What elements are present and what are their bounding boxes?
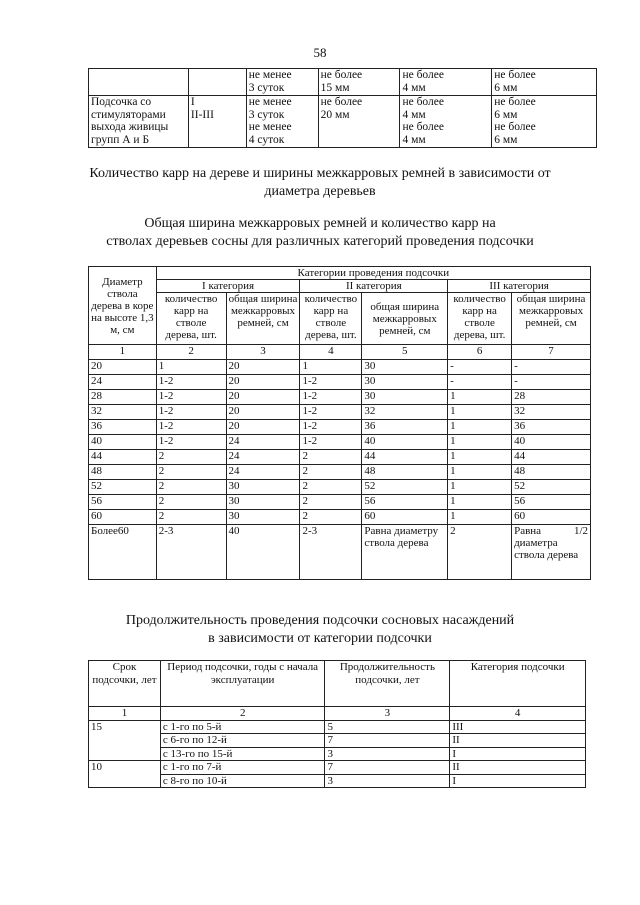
- tapping-duration-table: [88, 660, 586, 788]
- cell: 1-2: [300, 390, 362, 405]
- table-row: [89, 69, 597, 96]
- width-header: общая ширина межкарровых ремней, см: [362, 293, 448, 345]
- table-row: [89, 510, 591, 525]
- section-title: [0, 165, 640, 201]
- cell: -: [512, 375, 591, 390]
- cell: [512, 525, 591, 580]
- cell-line: не более: [402, 69, 444, 81]
- cell: 1-2: [300, 405, 362, 420]
- table-row: [89, 734, 586, 748]
- cell-line: групп А и Б: [91, 133, 150, 146]
- cell: 44: [512, 450, 591, 465]
- time-cell: [246, 69, 318, 96]
- cell: 1: [448, 405, 512, 420]
- cell: 52: [89, 480, 157, 495]
- cell: 24: [226, 435, 300, 450]
- cell: 2: [156, 510, 226, 525]
- cell-line: II-III: [190, 108, 214, 121]
- cell: 2: [156, 450, 226, 465]
- column-number: 6: [448, 345, 512, 360]
- tapping-conditions-table: [88, 68, 597, 148]
- cell-line: 4 суток: [248, 133, 285, 146]
- cell: 1-2: [156, 375, 226, 390]
- column-number: 3: [325, 707, 450, 721]
- cell: 2: [156, 480, 226, 495]
- cell: 1-2: [156, 435, 226, 450]
- table-row: [89, 480, 591, 495]
- depth-cell: [318, 69, 400, 96]
- table3-title: [0, 612, 640, 648]
- table-row: [89, 761, 586, 775]
- title-line: стволах деревьев сосны для различных категорий проведения подсочки: [106, 234, 534, 249]
- cell-line: не более: [494, 121, 536, 133]
- cell: -: [512, 360, 591, 375]
- cell-line: 4 мм: [402, 81, 426, 94]
- category-2-header: II категория: [300, 280, 448, 293]
- cell: 7: [325, 734, 450, 748]
- column-number: 1: [89, 345, 157, 360]
- belt-cell: [492, 96, 597, 148]
- cell: 20: [226, 375, 300, 390]
- duration-header: Продолжительность подсочки, лет: [325, 661, 450, 707]
- cell-line: не менее: [248, 121, 292, 133]
- cell: 40: [226, 525, 300, 580]
- cell: II: [450, 761, 586, 775]
- table-row: [89, 360, 591, 375]
- cell: 60: [512, 510, 591, 525]
- table-row: [89, 465, 591, 480]
- cell: 30: [226, 480, 300, 495]
- cell: -: [448, 360, 512, 375]
- cell: 20: [226, 390, 300, 405]
- width-cell: [400, 96, 492, 148]
- method-cell: [89, 69, 189, 96]
- cell: 1: [300, 360, 362, 375]
- cell: с 6-го по 12-й: [160, 734, 325, 748]
- cell-line: 4 мм: [402, 108, 426, 121]
- cell: 1: [448, 510, 512, 525]
- cell: 3: [325, 774, 450, 788]
- cell: 2: [300, 480, 362, 495]
- column-number-row: [89, 345, 591, 360]
- cell-line: 6 мм: [494, 133, 518, 146]
- column-number: 4: [300, 345, 362, 360]
- table-row: [89, 525, 591, 580]
- table-row: [89, 450, 591, 465]
- column-number: 7: [512, 345, 591, 360]
- cell-line: не более: [320, 96, 363, 108]
- count-header: количество карр на стволе дерева, шт.: [448, 293, 512, 345]
- cell: 3: [325, 747, 450, 761]
- category-cell: [188, 69, 246, 96]
- cell: 30: [362, 375, 448, 390]
- cell: 1: [448, 450, 512, 465]
- cell: 20: [226, 360, 300, 375]
- cell: Равна диаметру ствола дерева: [362, 525, 448, 580]
- cell: 20: [89, 360, 157, 375]
- cell-line: не более: [320, 69, 363, 81]
- cell: 1-2: [300, 375, 362, 390]
- column-number-row: [89, 707, 586, 721]
- cell: 32: [512, 405, 591, 420]
- cell-line: 4 мм: [402, 133, 426, 146]
- cell: 48: [512, 465, 591, 480]
- cell: 2-3: [156, 525, 226, 580]
- cell: Более60: [89, 525, 157, 580]
- cell: 1: [448, 390, 512, 405]
- table2-title: [0, 215, 640, 251]
- cell: с 13-го по 15-й: [160, 747, 325, 761]
- cell: 40: [89, 435, 157, 450]
- cell: 40: [362, 435, 448, 450]
- cell-text: Равна: [514, 525, 542, 537]
- title-line: Количество карр на дереве и ширины межкарровых ремней в зависимости от: [89, 166, 551, 181]
- cell-line: не более: [494, 96, 536, 108]
- belt-cell: [492, 69, 597, 96]
- cell: 2: [300, 510, 362, 525]
- cell: 1-2: [156, 390, 226, 405]
- cell: с 1-го по 7-й: [160, 761, 325, 775]
- cell-line: [514, 525, 588, 537]
- cell: 56: [89, 495, 157, 510]
- term-cell: 15: [89, 720, 161, 761]
- cell-line: не более: [402, 96, 444, 108]
- table-row: [89, 405, 591, 420]
- cell: 1: [448, 435, 512, 450]
- cell: 5: [325, 720, 450, 734]
- cell-line: стимуляторами: [91, 108, 166, 121]
- cell: 48: [362, 465, 448, 480]
- cell: 44: [89, 450, 157, 465]
- table-row: [89, 96, 597, 148]
- cell-line: выхода живицы: [91, 121, 169, 133]
- cell-line: 20 мм: [320, 108, 350, 121]
- cell: I: [450, 747, 586, 761]
- cell: 56: [512, 495, 591, 510]
- cell: 36: [362, 420, 448, 435]
- cell: 60: [362, 510, 448, 525]
- table-row: [89, 747, 586, 761]
- depth-cell: [318, 96, 400, 148]
- cell: 2: [300, 465, 362, 480]
- cell: с 1-го по 5-й: [160, 720, 325, 734]
- column-number: 1: [89, 707, 161, 721]
- table-row: [89, 435, 591, 450]
- column-number: 2: [156, 345, 226, 360]
- diameter-header: Диаметр ствола дерева в коре на высоте 1,3 м, см: [89, 267, 157, 345]
- table-row: [89, 420, 591, 435]
- category-1-header: I категория: [156, 280, 300, 293]
- column-number: 3: [226, 345, 300, 360]
- cell-line: 15 мм: [320, 81, 350, 94]
- cell: 30: [226, 495, 300, 510]
- table-row: [89, 720, 586, 734]
- cell-text: Подсочка со: [91, 96, 152, 108]
- cell: 36: [89, 420, 157, 435]
- cell: 7: [325, 761, 450, 775]
- term-cell: 10: [89, 761, 161, 788]
- title-line: в зависимости от категории подсочки: [208, 631, 432, 646]
- cell: 1: [448, 465, 512, 480]
- cell: III: [450, 720, 586, 734]
- width-header: общая ширина межкарровых ремней, см: [512, 293, 591, 345]
- cell: 24: [226, 450, 300, 465]
- cell: 60: [89, 510, 157, 525]
- cell-line: 6 мм: [494, 81, 518, 94]
- cell: 1: [448, 420, 512, 435]
- cell: 2: [300, 495, 362, 510]
- period-header: Период подсочки, годы с начала эксплуатации: [160, 661, 325, 707]
- cell: 20: [226, 405, 300, 420]
- cell-line: I: [190, 96, 195, 108]
- cell-line: диаметра ствола дерева: [514, 537, 579, 561]
- width-cell: [400, 69, 492, 96]
- cell: 2: [156, 495, 226, 510]
- title-line: Общая ширина межкарровых ремней и количество карр на: [144, 216, 496, 231]
- category-header: Категории проведения подсочки: [156, 267, 590, 280]
- column-number: 5: [362, 345, 448, 360]
- cell-line: [91, 96, 186, 109]
- table-row: [89, 390, 591, 405]
- count-header: количество карр на стволе дерева, шт.: [300, 293, 362, 345]
- cell: 30: [362, 390, 448, 405]
- category-cell: [188, 96, 246, 148]
- cell: I: [450, 774, 586, 788]
- cell-line: 3 суток: [248, 81, 285, 94]
- width-header: общая ширина межкарровых ремней, см: [226, 293, 300, 345]
- category-header: Категория подсочки: [450, 661, 586, 707]
- cell: 1-2: [300, 435, 362, 450]
- column-number: 2: [160, 707, 325, 721]
- table-row: [89, 375, 591, 390]
- cell: 40: [512, 435, 591, 450]
- cell: с 8-го по 10-й: [160, 774, 325, 788]
- cell: 2: [156, 465, 226, 480]
- cell: 56: [362, 495, 448, 510]
- table-row: [89, 774, 586, 788]
- cell: 28: [512, 390, 591, 405]
- cell: -: [448, 375, 512, 390]
- cell: 2: [300, 450, 362, 465]
- category-3-header: III категория: [448, 280, 591, 293]
- cell: 30: [226, 510, 300, 525]
- cell-line: не более: [494, 69, 536, 81]
- cell: 30: [362, 360, 448, 375]
- cell: 52: [362, 480, 448, 495]
- cell-line: не менее: [248, 96, 292, 108]
- cell: II: [450, 734, 586, 748]
- method-cell: [89, 96, 189, 148]
- carr-count-table: [88, 266, 591, 580]
- column-number: 4: [450, 707, 586, 721]
- cell: 24: [226, 465, 300, 480]
- time-cell: [246, 96, 318, 148]
- cell-line: не более: [402, 121, 444, 133]
- cell-line: 3 суток: [248, 108, 285, 121]
- title-line: Продолжительность проведения подсочки сосновых насаждений: [125, 613, 515, 628]
- cell: 1: [156, 360, 226, 375]
- cell: 1: [448, 480, 512, 495]
- cell-line: 6 мм: [494, 108, 518, 121]
- cell: 2: [448, 525, 512, 580]
- cell: 52: [512, 480, 591, 495]
- cell: 24: [89, 375, 157, 390]
- cell-line: не менее: [248, 69, 292, 81]
- cell: 32: [89, 405, 157, 420]
- cell: 1: [448, 495, 512, 510]
- page-number: 58: [313, 45, 327, 60]
- title-line: диаметра деревьев: [264, 184, 376, 199]
- cell: 1-2: [156, 405, 226, 420]
- cell: 28: [89, 390, 157, 405]
- cell: 36: [512, 420, 591, 435]
- cell: 2-3: [300, 525, 362, 580]
- cell: 1-2: [156, 420, 226, 435]
- term-header: Срок подсочки, лет: [89, 661, 161, 707]
- cell: 32: [362, 405, 448, 420]
- table-row: [89, 495, 591, 510]
- cell: 48: [89, 465, 157, 480]
- cell-text: 1/2: [573, 525, 588, 537]
- cell: 1-2: [300, 420, 362, 435]
- cell: 44: [362, 450, 448, 465]
- count-header: количество карр на стволе дерева, шт.: [156, 293, 226, 345]
- cell: 20: [226, 420, 300, 435]
